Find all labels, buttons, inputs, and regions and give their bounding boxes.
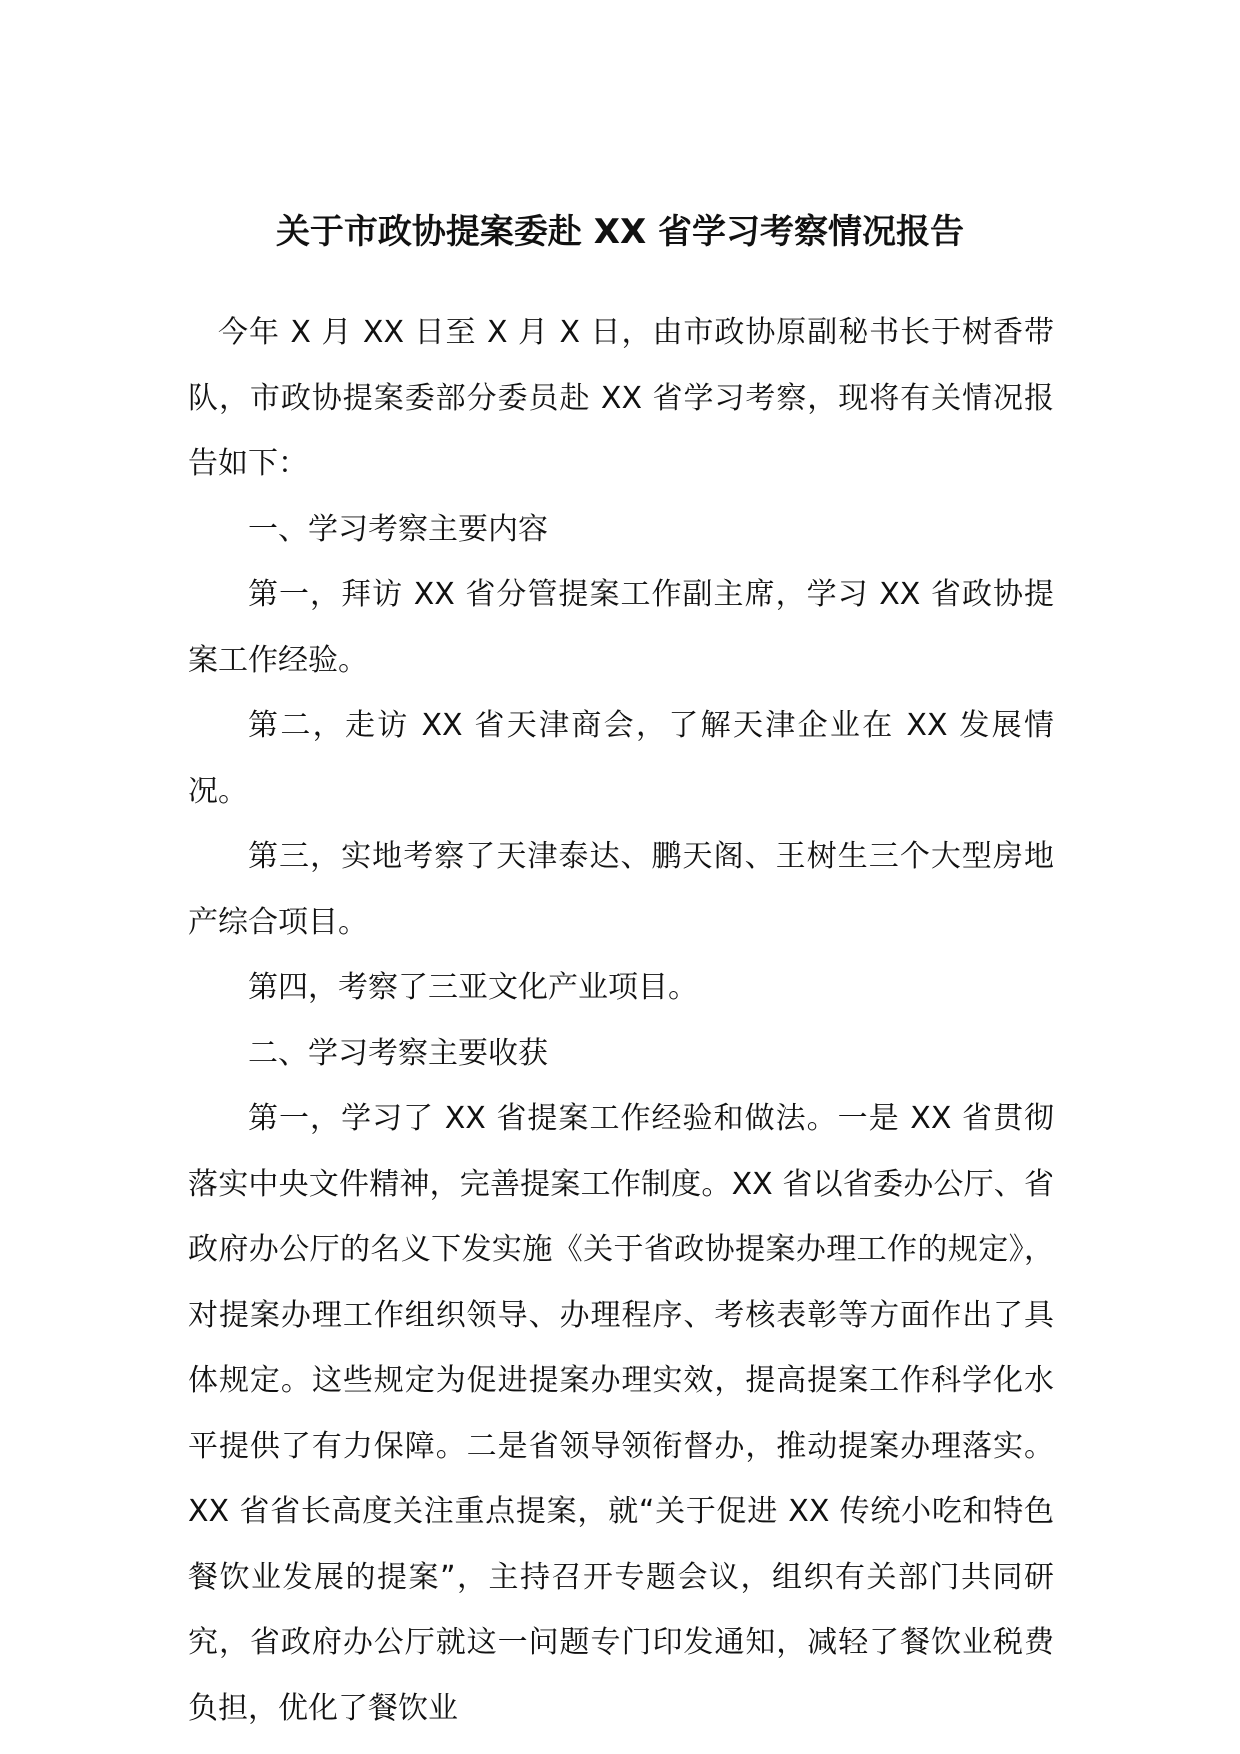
paragraph-item-1: 第一，拜访 XX 省分管提案工作副主席，学习 XX 省政协提案工作经验。 (188, 577, 1054, 678)
paragraph-gains-1: 第一，学习了 XX 省提案工作经验和做法。一是 XX 省贯彻落实中央文件精神，完善提案工作制度。XX 省以省委办公厅、省政府办公厅的名义下发实施《关于省政协提案办理工作的规定》，对提案办理工作组织领导、办理程序、考核表彰等方面作出了具体规定。这些规定为促进提案办理实效，提高提案工作科学化水平提供了有力保障。二是省领导领衔督办，推动提案办理落实。XX 省省长高度关注重点提案，就“关于促进 XX 传统小吃和特色餐饮业发展的提案”，主持召开专题会议，组织有关部门共同研究，省政府办公厅就这一问题专门印发通知，减轻了餐饮业税费负担，优化了餐饮业 (188, 1101, 1054, 1726)
paragraph-item-2: 第二，走访 XX 省天津商会，了解天津企业在 XX 发展情况。 (188, 708, 1054, 809)
paragraph-item-4: 第四，考察了三亚文化产业项目。 (248, 970, 698, 1005)
paragraph-item-3: 第三，实地考察了天津泰达、鹏天阁、王树生三个大型房地产综合项目。 (188, 839, 1054, 940)
section-heading-2: 二、学习考察主要收获 (248, 1035, 548, 1071)
document-title: 关于市政协提案委赴 XX 省学习考察情况报告 (275, 212, 965, 252)
section-heading-1: 一、学习考察主要内容 (248, 511, 548, 547)
document-body (188, 300, 1054, 1741)
paragraph-intro: 今年 X 月 XX 日至 X 月 X 日，由市政协原副秘书长于树香带队，市政协提案委部分委员赴 XX 省学习考察，现将有关情况报告如下： (188, 315, 1054, 481)
